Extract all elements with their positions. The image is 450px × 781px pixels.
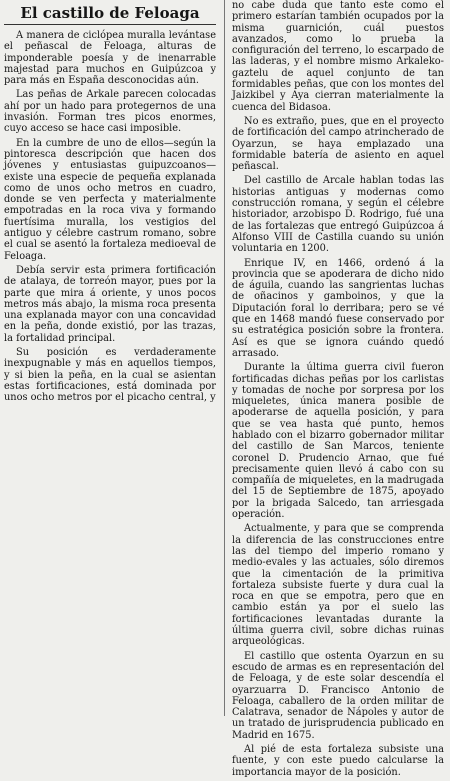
right-column <box>232 0 444 781</box>
paragraph: Actualmente, y para que se comprenda la diferencia de las construcciones entre las del tiempo del imperio romano y medio-evales y las actuales, sólo diremos que la cimentación de la primitiva fortaleza subsiste fuerte y dura cual la roca en que se empotra, pero que en cambio están ya por el suelo las fortificaciones levantadas durante la última guerra civil, sobre dichas ruinas arqueológicas. <box>232 523 444 648</box>
paragraph: Enrique IV, en 1466, ordenó á la provincia que se apoderara de dicho nido de águila, cuando las sangrientas luchas de oñacinos y gamboinos, y que la Diputación foral lo derribara; pero se vé que en 1468 mandó fuese conservado por su estratégica posición sobre la frontera. Así es que se ignora cuándo quedó arrasado. <box>232 257 444 359</box>
paragraph: Al pié de esta fortaleza subsiste una fuente, y con este puedo calcularse la importancia mayor de la posición. <box>232 744 444 778</box>
paragraph: Las peñas de Arkale parecen colocadas ahí por un hado para protegernos de una invasión. Forman tres picos enormes, cuyo acceso se hace casi imposible. <box>4 89 216 135</box>
paragraph: Su posición es verdaderamente inexpugnable y más en aquellos tiempos, y si bien la peña, en la cual se asientan estas fortificaciones, está dominada por unos ocho metros por el picacho central, y <box>4 347 216 404</box>
paragraph: No es extraño, pues, que en el proyecto de fortificación del campo atrincherado de Oyarzun, se haya emplazado una formidable batería de asiento en aquel peñascal. <box>232 115 444 173</box>
paragraph: A manera de ciclópea muralla levántase el peñascal de Feloaga, alturas de imponderable poesía y de inenarrable majestad para muchos en Guipúzcoa y para más en España desconocidas aún. <box>4 30 216 87</box>
column-divider <box>224 0 225 716</box>
paragraph: Durante la última guerra civil fueron fortificadas dichas peñas por los carlistas y tomadas de noche por sorpresa por los miqueletes, única manera posible de apoderarse de aquella posición, y para que se vea hasta qué punto, hemos hablado con el bizarro gobernador militar del castillo de San Marcos, teniente coronel D. Prudencio Arnao, que fué precisamente quien llevó á cabo con su compañía de miqueletes, en la madrugada del 15 de Septiembre de 1875, apoyado por la brigada Salcedo, tan arriesgada operación. <box>232 362 444 521</box>
paragraph: Debía servir esta primera fortificación de atalaya, de torreón mayor, pues por la parte que mira á oriente, y unos pocos metros más abajo, la misma roca presenta una explanada mayor con una concavidad en la peña, donde existió, por las trazas, la fortalidad principal. <box>4 264 216 344</box>
paragraph: El castillo que ostenta Oyarzun en su escudo de armas es en representación del de Feloaga, y de este solar descendía el oyarzuarra D. Francisco Antonio de Feloaga, caballero de la orden militar de Calatrava, senador de Nápoles y autor de un tratado de jurisprudencia publicado en Madrid en 1675. <box>232 650 444 741</box>
paragraph: no cabe duda que tanto este como el primero estarían también ocupados por la misma guarnición, cuál puestos avanzados, como lo prueba la configuración del terreno, lo escarpado de las laderas, y el nombre mismo Arkaleko-gaztelu de aquel conjunto de tan formidables peñas, que con los montes del Jaizkibel y Aya cierran materialmente la cuenca del Bidasoa. <box>232 0 444 113</box>
paragraph: Del castillo de Arcale hablan todas las historias antiguas y modernas como construcción romana, y según el célebre historiador, arzobispo D. Rodrigo, fué una de las fortalezas que entregó Guipúzcoa á Alfonso VIII de Castilla cuando su unión voluntaria en 1200. <box>232 175 444 255</box>
paragraph: En la cumbre de uno de ellos—según la pintoresca descripción que hacen dos jóvenes y entusiastas guipuzcoanos—existe una especie de pequeña explanada como de unos ocho metros en cuadro, donde se ven perfecta y materialmente empotradas en la roca viva y formando fuertísima muralla, los vestigios del antiguo y célebre castrum romano, sobre el cual se asentó la fortaleza medioeval de Feloaga. <box>4 137 216 262</box>
article-title: El castillo de Feloaga <box>4 0 216 25</box>
left-column <box>4 0 216 407</box>
